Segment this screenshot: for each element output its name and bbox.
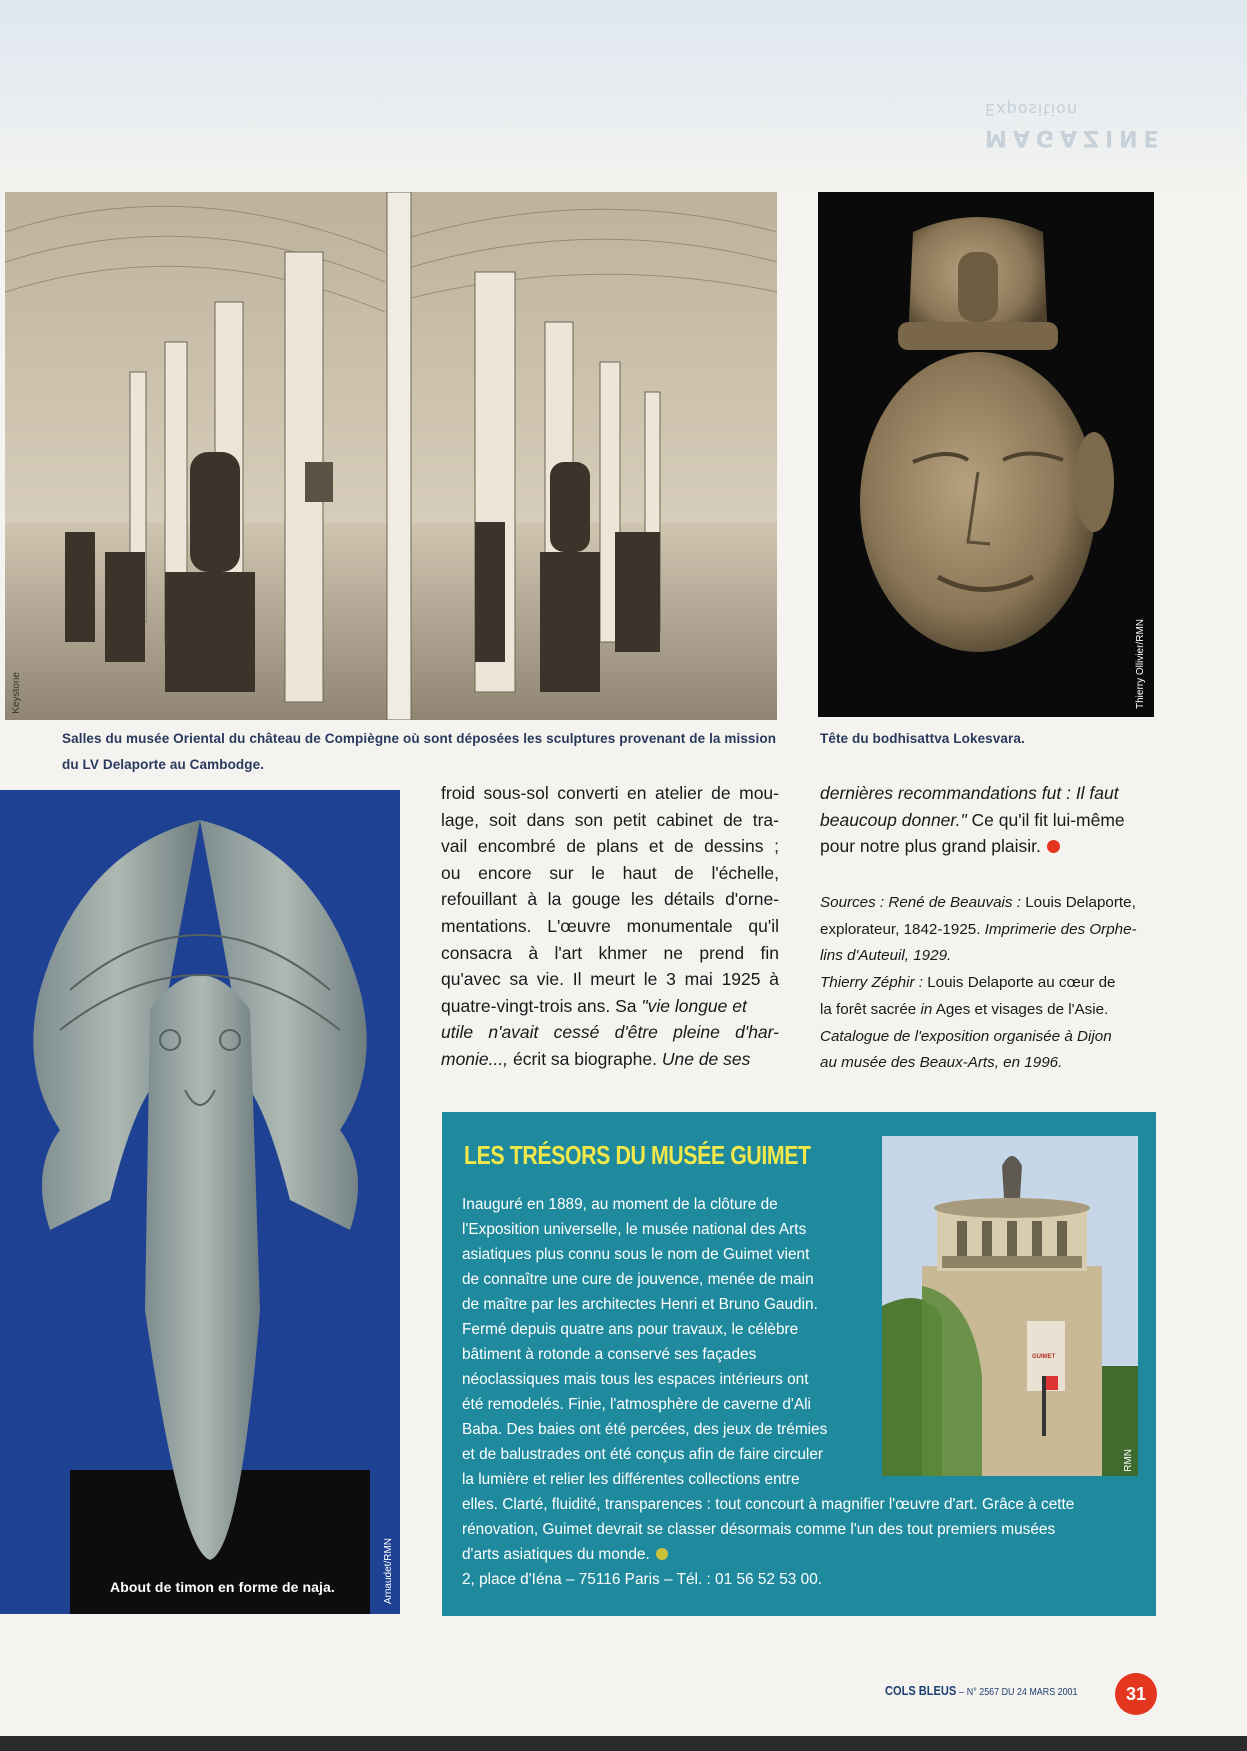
box-line: Baba. Des baies ont été percées, des jeux de trémies — [462, 1421, 828, 1438]
article-line-italic: dernières recommandations fut : Il faut — [820, 783, 1119, 803]
article-line: lage, soit dans son petit cabinet de tra- — [441, 809, 779, 830]
naja-credit: Arnaudet/RMN — [383, 1537, 394, 1604]
article-line: ou encore sur le haut de l'échelle, — [441, 862, 779, 883]
source-publisher-2: lins d'Auteuil, 1929. — [820, 947, 952, 965]
bodhisattva-head-photo — [818, 192, 1154, 717]
masthead-section: Exposition — [985, 100, 1078, 119]
guimet-sign: GUIMET — [1032, 1354, 1056, 1360]
source-title: Louis Delaporte, — [1025, 894, 1136, 911]
box-line: d'arts asiatiques du monde. — [462, 1546, 650, 1563]
source-publisher: Imprimerie des Orphe- — [984, 920, 1137, 938]
article-line: écrit sa biographe. — [513, 1048, 657, 1069]
source-line: explorateur, 1842-1925. — [820, 920, 981, 938]
source-title: Louis Delaporte au cœur de — [927, 974, 1116, 992]
box-address: 2, place d'Iéna – 75116 Paris – Tél. : 01 56 52 53 00. — [462, 1571, 823, 1588]
box-line: néoclassiques mais tous les espaces intérieurs ont — [462, 1371, 809, 1388]
box-line: la lumière et relier les différentes collections entre — [462, 1471, 800, 1488]
engraving-caption-line: du LV Delaporte au Cambodge. — [62, 757, 265, 772]
source-in: in — [920, 1000, 933, 1018]
box-line: de maître par les architectes Henri et Bruno Gaudin. — [462, 1296, 818, 1313]
bodhisattva-head-illustration — [818, 192, 1154, 717]
box-line: bâtiment à rotonde a conservé ses façades — [462, 1346, 757, 1363]
source-line: Ages et visages de l'Asie. — [935, 1000, 1109, 1018]
box-line: rénovation, Guimet devrait se classer désormais comme l'un des tout premiers musées — [462, 1521, 1056, 1538]
engraving-caption — [62, 726, 782, 778]
article-column-2 — [820, 780, 1160, 860]
guimet-sidebar-box — [442, 1112, 1156, 1616]
article-line-italic: Une de ses — [661, 1048, 751, 1069]
page-number: 31 — [1115, 1673, 1157, 1715]
box-line: Inauguré en 1889, au moment de la clôture de — [462, 1196, 778, 1213]
engraving-credit: Keystone — [11, 672, 22, 714]
article-line: pour notre plus grand plaisir. — [820, 836, 1041, 857]
head-credit: Thierry Ollivier/RMN — [1135, 619, 1146, 709]
sources-label: Sources : — [820, 894, 885, 911]
box-line: elles. Clarté, fluidité, transparences : tout concourt à magnifier l'œuvre d'art. Grâce à cette — [462, 1496, 1075, 1513]
box-line: Fermé depuis quatre ans pour travaux, le célèbre — [462, 1321, 799, 1338]
article-line: refouillant à la gouge les détails d'orne- — [441, 889, 779, 910]
article-line: consacra à l'art khmer ne prend fin — [441, 942, 779, 963]
scan-bottom-edge — [0, 1736, 1247, 1751]
naja-photo — [0, 790, 400, 1614]
article-line: mentations. L'œuvre monumentale qu'il — [441, 915, 779, 936]
article-quote-end: monie..., — [441, 1048, 509, 1069]
box-line: et de balustrades ont été conçus afin de faire circuler — [462, 1446, 824, 1463]
engraving-caption-line: Salles du musée Oriental du château de Compiègne où sont déposées les sculptures provenant de la mission — [62, 731, 777, 746]
source-line-italic: au musée des Beaux-Arts, en 1996. — [820, 1054, 1063, 1072]
article-line: vail encombré de plans et de dessins ; — [441, 836, 779, 857]
head-caption: Tête du bodhisattva Lokesvara. — [820, 731, 1025, 746]
footer-magazine: COLS BLEUS — [885, 1683, 957, 1698]
page-footer — [885, 1683, 1077, 1698]
masthead-title: MAGAZINE — [985, 125, 1165, 150]
source-author: Thierry Zéphir : — [820, 974, 923, 992]
source-line-italic: Catalogue de l'exposition organisée à Dijon — [820, 1027, 1112, 1045]
article-line-italic: beaucoup donner." — [820, 809, 967, 830]
article-quote: "vie longue et — [641, 995, 747, 1016]
box-line: asiatiques plus connu sous le nom de Guimet vient — [462, 1246, 810, 1263]
article-line: froid sous-sol converti en atelier de mou- — [441, 783, 779, 803]
source-line: la forêt sacrée — [820, 1000, 917, 1018]
footer-issue: – N° 2567 DU 24 MARS 2001 — [959, 1686, 1078, 1698]
article-line: quatre-vingt-trois ans. Sa — [441, 995, 637, 1016]
naja-caption: About de timon en forme de naja. — [110, 1579, 335, 1595]
masthead-mirror — [985, 80, 1165, 150]
box-line: l'Exposition universelle, le musée national des Arts — [462, 1221, 807, 1238]
article-line: Ce qu'il fit lui-même — [971, 809, 1125, 830]
article-line: qu'avec sa vie. Il meurt le 3 mai 1925 à — [441, 969, 779, 990]
article-quote-line: utile n'avait cessé d'être pleine d'har- — [441, 1022, 779, 1043]
box-line: été remodelés. Finie, l'atmosphère de caverne d'Ali — [462, 1396, 811, 1413]
box-text — [462, 1192, 1142, 1592]
engraving-illustration — [5, 192, 777, 720]
guimet-credit: RMN — [1123, 1449, 1134, 1472]
box-title: LES TRÉSORS DU MUSÉE GUIMET — [464, 1140, 811, 1170]
source-author: René de Beauvais : — [888, 894, 1021, 911]
engraving-photo — [5, 192, 777, 720]
naja-illustration — [0, 790, 400, 1614]
end-mark-yellow-dot — [656, 1548, 668, 1560]
article-column-1 — [441, 780, 779, 1073]
box-line: de connaître une cure de jouvence, menée de main — [462, 1271, 814, 1288]
sources-block — [820, 890, 1160, 1077]
end-mark-red-dot — [1047, 840, 1060, 853]
